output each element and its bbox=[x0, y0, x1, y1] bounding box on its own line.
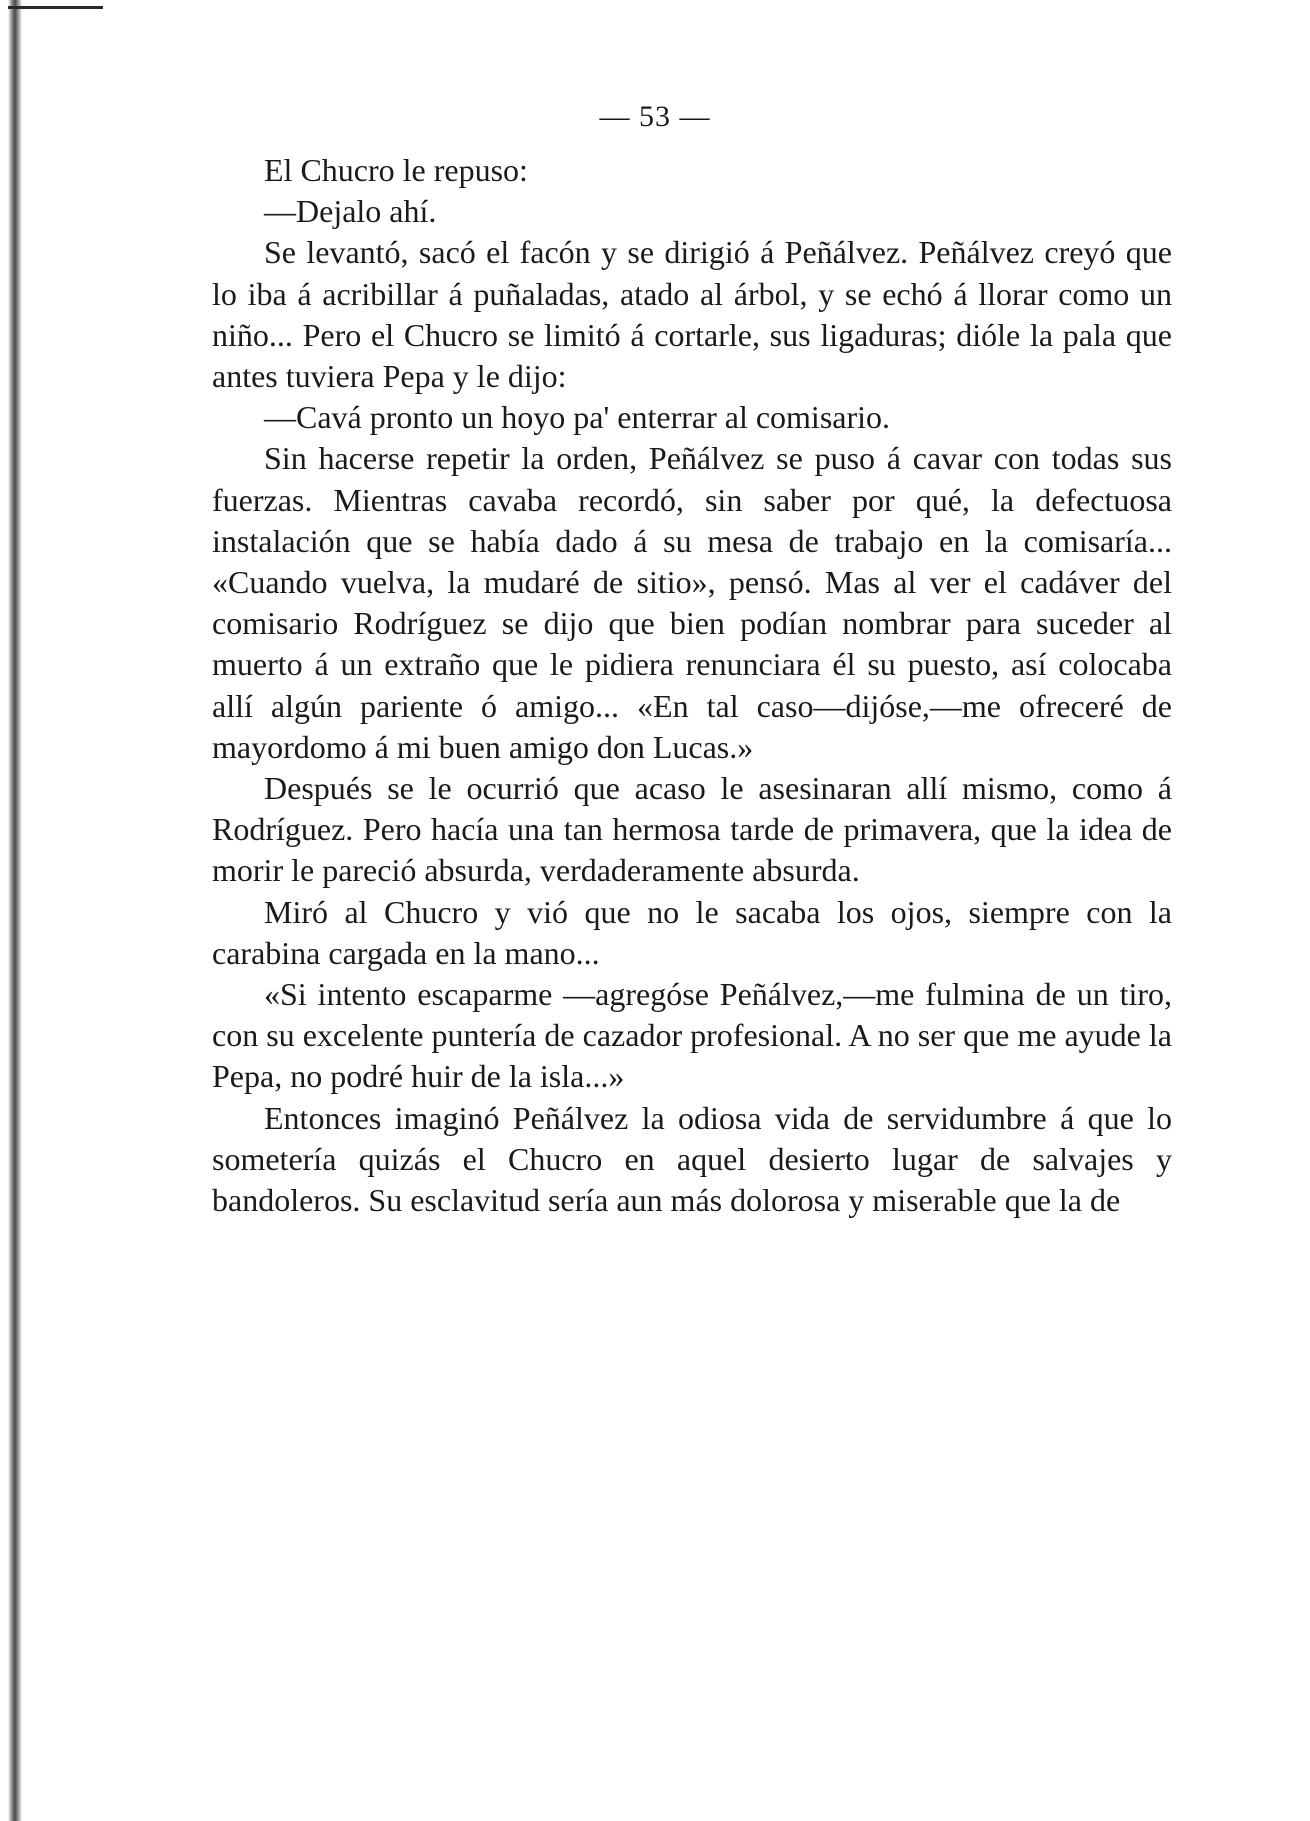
body-text bbox=[212, 150, 1172, 1221]
page-gutter-cap bbox=[8, 6, 103, 9]
paragraph: Sin hacerse repetir la orden, Peñálvez se puso á cavar con todas sus fuerzas. Mientras cavaba recordó, sin saber por qué, la defectuosa instalación que se había dado á su mesa de trabajo en la comisaría... «Cuando vuelva, la mudaré de sitio», pensó. Mas al ver el cadáver del comisario Rodríguez se dijo que bien podían nombrar para suceder al muerto á un extraño que le pidiera renunciara él su puesto, así colocaba allí algún pariente ó amigo... «En tal caso—dijóse,—me ofreceré de mayordomo á mi buen amigo don Lucas.» bbox=[212, 440, 1172, 765]
paragraph: «Si intento escaparme —agregóse Peñálvez,—me fulmina de un tiro, con su excelente puntería de cazador profesional. A no ser que me ayude la Pepa, no podré huir de la isla...» bbox=[212, 976, 1172, 1095]
paragraph: El Chucro le repuso: bbox=[264, 152, 528, 188]
paragraph: —Cavá pronto un hoyo pa' enterrar al comisario. bbox=[264, 399, 891, 436]
paragraph: —Dejalo ahí. bbox=[264, 193, 437, 230]
paragraph: Entonces imaginó Peñálvez la odiosa vida de servidumbre á que lo sometería quizás el Chucro en aquel desierto lugar de salvajes y bandoleros. Su esclavitud sería aun más dolorosa y miserable que la de bbox=[212, 1099, 1172, 1219]
page-gutter-edge bbox=[8, 0, 22, 1821]
paragraph: Miró al Chucro y vió que no le sacaba los ojos, siempre con la carabina cargada en la mano... bbox=[212, 893, 1172, 971]
page-number: — 53 — bbox=[599, 100, 711, 133]
paragraph: Después se le ocurrió que acaso le asesinaran allí mismo, como á Rodríguez. Pero hacía una tan hermosa tarde de primavera, que la idea de morir le pareció absurda, verdaderamente absurda. bbox=[212, 770, 1172, 889]
paragraph: Se levantó, sacó el facón y se dirigió á Peñálvez. Peñálvez creyó que lo iba á acribillar á puñaladas, atado al árbol, y se echó á llorar como un niño... Pero el Chucro se limitó á cortarle, sus ligaduras; dióle la pala que antes tuviera Pepa y le dijo: bbox=[212, 234, 1172, 395]
